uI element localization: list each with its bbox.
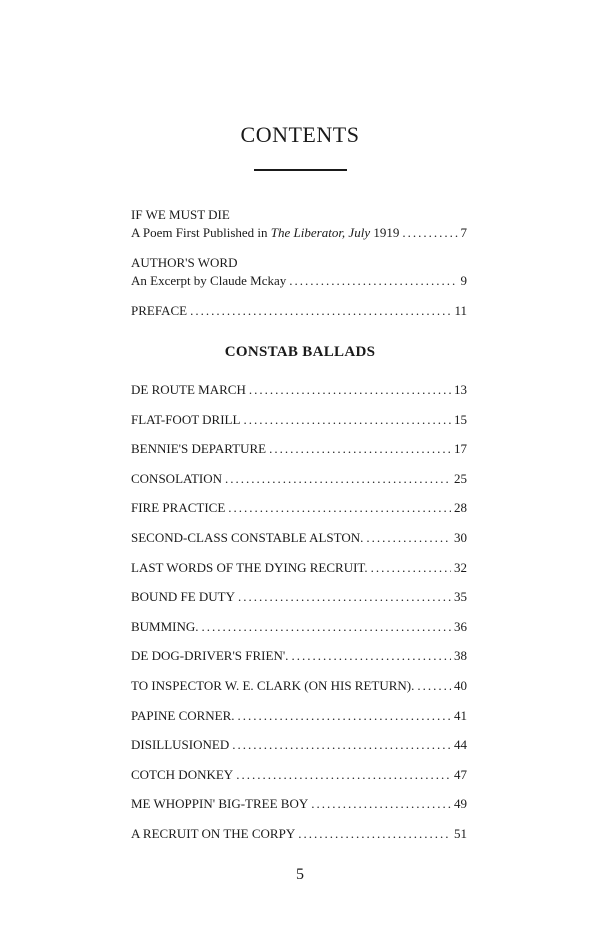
toc-page-number: 28 <box>454 500 467 516</box>
toc-page-number: 38 <box>454 648 467 664</box>
toc-entry[interactable] <box>131 588 467 618</box>
toc-entry-title: IF WE MUST DIE <box>131 207 230 222</box>
toc-entry[interactable] <box>131 618 467 648</box>
toc-page-number: 36 <box>454 618 467 634</box>
page-title: CONTENTS <box>240 122 360 147</box>
toc-page-number: 9 <box>460 273 467 288</box>
toc-entry-title: CONSOLATION <box>131 470 222 486</box>
toc-entry-title: ME WHOPPIN' BIG-TREE BOY <box>131 796 309 812</box>
toc-entry[interactable] <box>131 766 467 796</box>
toc-entry-title: DISILLUSIONED <box>131 737 230 753</box>
toc-page-number: 15 <box>454 411 467 427</box>
toc-page-number: 25 <box>454 470 467 486</box>
toc-page-number: 35 <box>454 589 467 605</box>
toc-entry[interactable] <box>131 559 467 589</box>
toc-entry-title: FLAT-FOOT DRILL <box>131 411 241 427</box>
toc-entry-title: BOUND FE DUTY <box>131 589 235 605</box>
page-number: 5 <box>296 866 304 883</box>
dot-leader <box>225 470 451 488</box>
toc-entry-if-we-must-die[interactable] <box>131 206 467 242</box>
toc-entry[interactable] <box>131 647 467 677</box>
dot-leader <box>232 736 451 754</box>
toc-page-number: 30 <box>454 529 467 545</box>
toc-entry-title: BUMMING. <box>131 618 199 634</box>
toc-page-number: 49 <box>454 796 467 812</box>
dot-leader <box>202 618 451 636</box>
toc-page-number: 17 <box>454 441 467 457</box>
toc-entry-subtitle: An Excerpt by Claude Mckay <box>131 273 287 288</box>
toc-page-number: 40 <box>454 677 467 693</box>
dot-leader <box>243 411 451 429</box>
toc-entry-subtitle: A Poem First Published in The Liberator, July 1919 <box>131 225 400 240</box>
ballad-list <box>131 381 467 855</box>
toc-entry-title: DE DOG-DRIVER'S FRIEN'. <box>131 648 289 664</box>
toc-entry-title: SECOND-CLASS CONSTABLE ALSTON. <box>131 529 364 545</box>
front-matter-list <box>131 206 467 332</box>
toc-entry-title: DE ROUTE MARCH <box>131 382 246 397</box>
toc-entry-preface[interactable] <box>131 302 467 320</box>
toc-entry-title: TO INSPECTOR W. E. CLARK (ON HIS RETURN). <box>131 677 415 693</box>
toc-entry-title: AUTHOR'S WORD <box>131 255 238 270</box>
toc-page-number: 47 <box>454 766 467 782</box>
toc-entry[interactable] <box>131 440 467 470</box>
dot-leader <box>228 499 451 517</box>
toc-page-number: 13 <box>454 382 467 397</box>
toc-page-number: 44 <box>454 737 467 753</box>
dot-leader <box>311 795 451 813</box>
section-heading: CONSTAB BALLADS <box>224 344 376 360</box>
dot-leader <box>291 647 451 665</box>
dot-leader <box>366 529 451 547</box>
toc-entry[interactable] <box>131 795 467 825</box>
toc-page-number: 51 <box>454 825 467 841</box>
toc-entry-title: BENNIE'S DEPARTURE <box>131 441 267 457</box>
dot-leader <box>371 559 451 577</box>
toc-page-number: 11 <box>454 303 467 318</box>
toc-entry-title: FIRE PRACTICE <box>131 500 226 516</box>
dot-leader <box>417 677 451 695</box>
title-divider <box>254 169 347 171</box>
dot-leader <box>190 302 451 320</box>
toc-entry[interactable] <box>131 736 467 766</box>
dot-leader <box>236 766 451 784</box>
dot-leader <box>298 825 451 843</box>
toc-entry[interactable] <box>131 411 467 441</box>
toc-entry[interactable] <box>131 381 467 411</box>
toc-entry-title: PAPINE CORNER. <box>131 707 235 723</box>
toc-entry[interactable] <box>131 470 467 500</box>
publication-name: The Liberator, July <box>270 225 371 240</box>
toc-page-number: 7 <box>460 225 467 240</box>
toc-entry[interactable] <box>131 499 467 529</box>
dot-leader <box>238 707 451 725</box>
dot-leader <box>238 588 451 606</box>
dot-leader <box>249 381 451 399</box>
dot-leader <box>289 272 457 290</box>
toc-entry[interactable] <box>131 707 467 737</box>
toc-page-number: 41 <box>454 707 467 723</box>
toc-page-number: 32 <box>454 559 467 575</box>
dot-leader <box>402 224 457 242</box>
dot-leader <box>269 440 451 458</box>
toc-entry-authors-word[interactable] <box>131 254 467 290</box>
toc-entry-title: A RECRUIT ON THE CORPY <box>131 825 296 841</box>
toc-entry[interactable] <box>131 529 467 559</box>
toc-entry-title: PREFACE <box>131 303 188 318</box>
toc-entry-title: LAST WORDS OF THE DYING RECRUIT. <box>131 559 368 575</box>
toc-entry[interactable] <box>131 677 467 707</box>
toc-entry[interactable] <box>131 825 467 855</box>
toc-entry-title: COTCH DONKEY <box>131 766 234 782</box>
